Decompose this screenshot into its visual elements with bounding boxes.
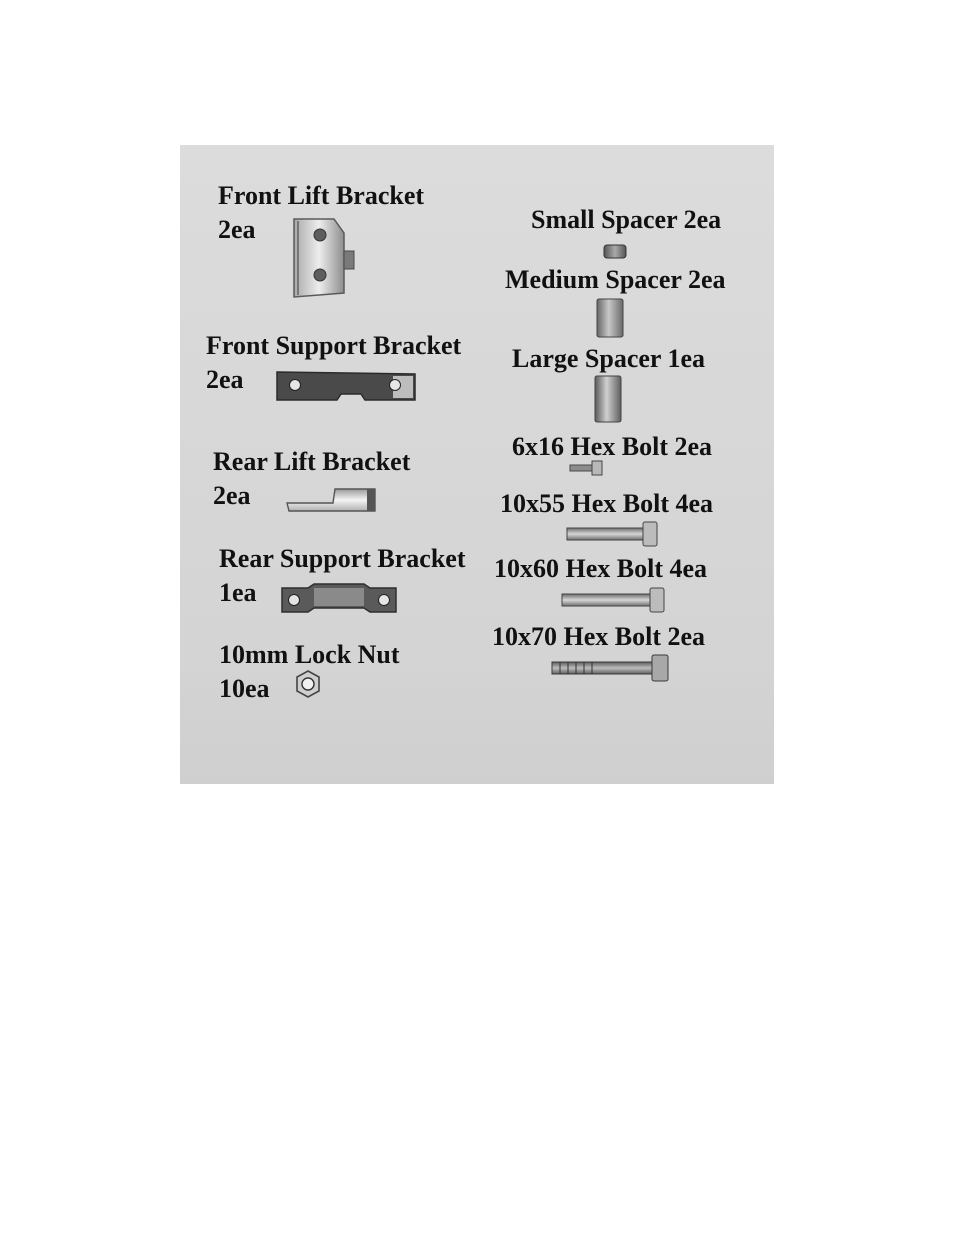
lock-nut-image — [293, 669, 323, 699]
bolt-10x55-image — [565, 519, 661, 549]
bolt-10x55-label: 10x55 Hex Bolt 4ea — [500, 489, 714, 518]
rear-lift-bracket-qty: 2ea — [213, 481, 251, 510]
medium-spacer-label: Medium Spacer 2ea — [505, 265, 726, 294]
lock-nut-name: 10mm Lock Nut — [219, 640, 400, 669]
bolt-10x60-label: 10x60 Hex Bolt 4ea — [494, 554, 708, 583]
front-lift-bracket-qty: 2ea — [218, 215, 256, 244]
rear-support-bracket-image — [280, 582, 400, 618]
rear-lift-bracket-image — [285, 485, 379, 515]
front-support-bracket-name: Front Support Bracket — [206, 331, 462, 360]
rear-support-bracket-qty: 1ea — [219, 578, 257, 607]
rear-lift-bracket-name: Rear Lift Bracket — [213, 447, 411, 476]
rear-support-bracket-name: Rear Support Bracket — [219, 544, 466, 573]
bolt-6x16-image — [568, 458, 606, 478]
parts-photo — [180, 145, 774, 784]
bolt-10x70-label: 10x70 Hex Bolt 2ea — [492, 622, 706, 651]
front-lift-bracket-name: Front Lift Bracket — [218, 181, 425, 210]
small-spacer-image — [602, 243, 628, 261]
medium-spacer-image — [595, 297, 625, 339]
bolt-6x16-label: 6x16 Hex Bolt 2ea — [512, 432, 713, 461]
front-support-bracket-image — [275, 370, 417, 404]
large-spacer-image — [593, 374, 623, 424]
lock-nut-qty: 10ea — [219, 674, 270, 703]
bolt-10x70-image — [550, 652, 672, 684]
small-spacer-label: Small Spacer 2ea — [531, 205, 722, 234]
front-support-bracket-qty: 2ea — [206, 365, 244, 394]
bolt-10x60-image — [560, 585, 668, 615]
front-lift-bracket-image — [290, 217, 358, 299]
large-spacer-label: Large Spacer 1ea — [512, 344, 706, 373]
